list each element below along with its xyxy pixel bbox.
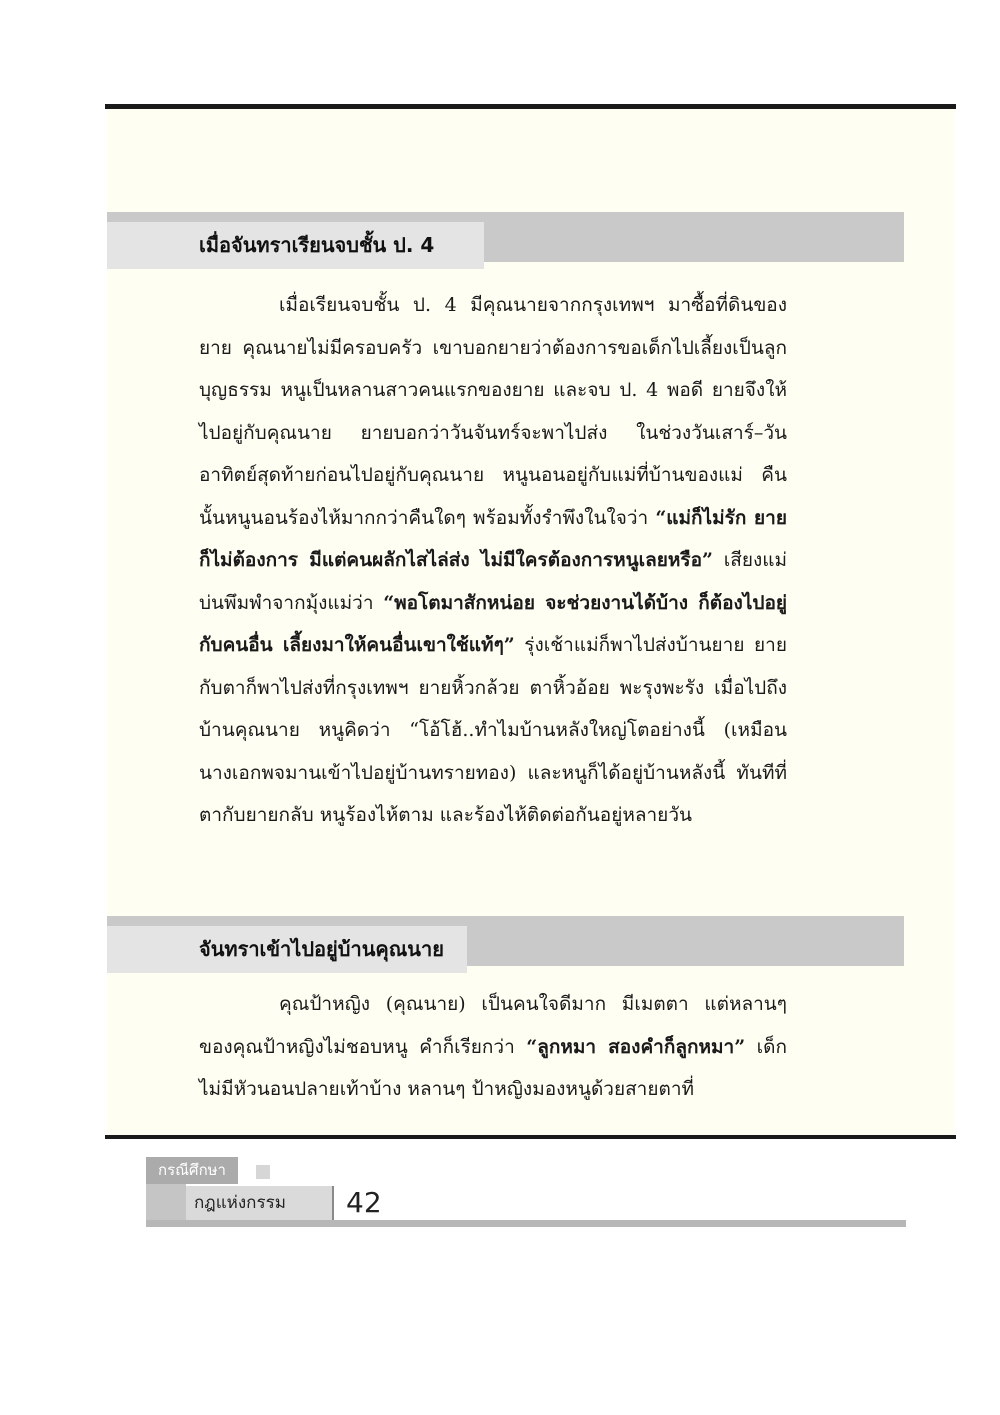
text-run: เสียงแม่บ่นพึมพำจากมุ้งแม่ว่า (199, 549, 787, 614)
body-paragraph (199, 983, 787, 1111)
paragraph (199, 983, 787, 1111)
section-heading: จันทราเข้าไปอยู่บ้านคุณนาย (107, 926, 467, 973)
footer-book-title: กฎแห่งกรรม (186, 1186, 334, 1220)
paragraph (199, 284, 787, 837)
bold-quote: “แม่ก็ไม่รัก ยายก็ไม่ต้องการ มีแต่คนผลักไสไล่ส่ง ไม่มีใครต้องการหนูเลยหรือ” (199, 506, 787, 571)
body-paragraph (199, 284, 787, 837)
text-run: เมื่อเรียนจบชั้น ป. 4 มีคุณนายจากกรุงเทพฯ มาซื้อที่ดินของยาย คุณนายไม่มีครอบครัว เขาบอกยายว่าต้องการขอเด็กไปเลี้ยงเป็นลูกบุญธรรม หนูเป็นหลานสาวคนแรกของยาย และจบ ป. 4 พอดี ยายจึงให้ไปอยู่กับคุณนาย ยายบอกว่าวันจันทร์จะพาไปส่ง ในช่วงวันเสาร์–วันอาทิตย์สุดท้ายก่อนไปอยู่กับคุณนาย หนูนอนอยู่กับแม่ที่บ้านของแม่ คืนนั้นหนูนอนร้องไห้มากกว่าคืนใดๆ พร้อมทั้งรำพึงในใจว่า (199, 294, 787, 529)
footer-underline (146, 1220, 906, 1227)
section-heading: เมื่อจันทราเรียนจบชั้น ป. 4 (107, 222, 484, 269)
bold-quote: “พอโตมาสักหน่อย จะช่วยงานได้บ้าง ก็ต้องไปอยู่กับคนอื่น เลี้ยงมาให้คนอื่นเขาใช้แท้ๆ” (199, 591, 787, 656)
bold-quote: “ลูกหมา สองคำก็ลูกหมา” (526, 1035, 746, 1058)
footer-category: กรณีศึกษา (146, 1157, 238, 1184)
text-run: รุ่งเช้าแม่ก็พาไปส่งบ้านยาย ยายกับตาก็พาไปส่งที่กรุงเทพฯ ยายหิ้วกล้วย ตาหิ้วอ้อย พะรุงพะรัง เมื่อไปถึงบ้านคุณนาย หนูคิดว่า “โอ้โฮ้..ทำไมบ้านหลังใหญ่โตอย่างนี้ (เหมือนนางเอกพจมานเข้าไปอยู่บ้านทรายทอง) และหนูก็ได้อยู่บ้านหลังนี้ ทันทีที่ตากับยายกลับ หนูร้องไห้ตาม และร้องไห้ติดต่อกันอยู่หลายวัน (199, 634, 787, 826)
bottom-rule (105, 1135, 956, 1139)
text-run: คุณป้าหญิง (คุณนาย) เป็นคนใจดีมาก มีเมตตา แต่หลานๆ ของคุณป้าหญิงไม่ชอบหนู คำก็เรียกว่า (199, 993, 787, 1058)
footer-square-decoration (256, 1165, 270, 1179)
text-run: เด็กไม่มีหัวนอนปลายเท้าบ้าง หลานๆ ป้าหญิงมองหนูด้วยสายตาที่ (199, 1035, 787, 1100)
page-number: 42 (346, 1186, 382, 1219)
section-header-bar (107, 916, 904, 966)
section-header-bar (107, 212, 904, 262)
top-rule (105, 104, 956, 109)
